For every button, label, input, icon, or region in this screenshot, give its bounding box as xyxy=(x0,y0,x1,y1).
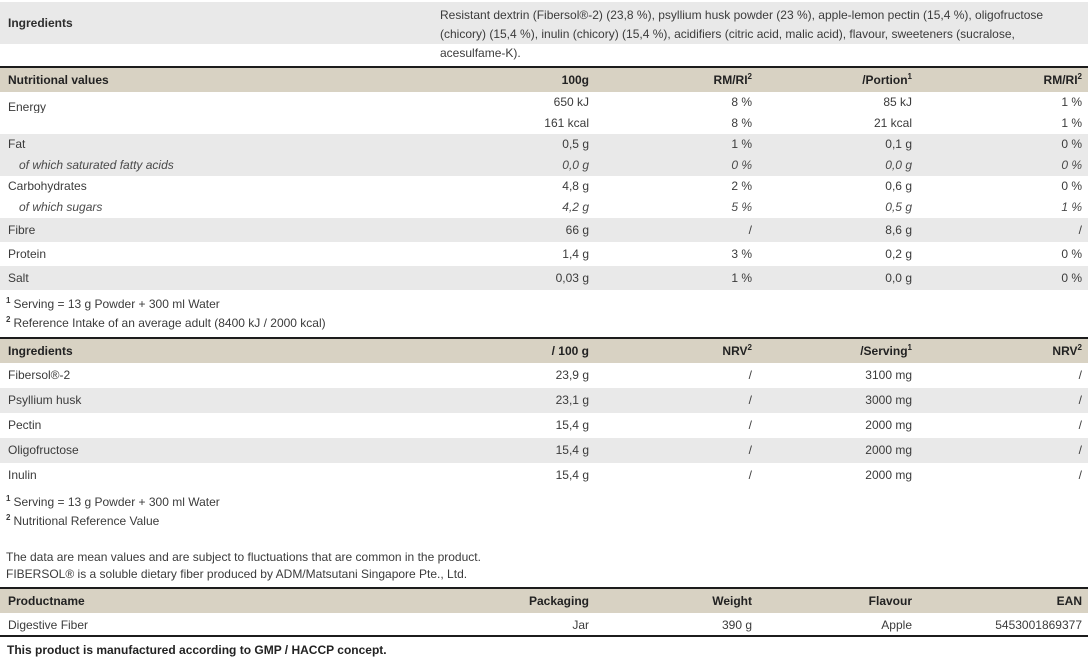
column-header-title: Ingredients xyxy=(8,344,73,358)
row-value: / xyxy=(1078,418,1082,432)
nutrition-footnotes xyxy=(0,290,1088,337)
energy-line-1 xyxy=(0,92,1088,113)
row-value: 0,1 g xyxy=(885,137,912,151)
row-value: 4,2 g xyxy=(562,200,589,214)
table-row-carbohydrates xyxy=(0,176,1088,218)
footnote: $^1$ Serving = 13 g Powder + 300 ml Water xyxy=(6,296,220,311)
row-value: 3100 mg xyxy=(865,368,912,382)
column-header-serving: /Serving$^1$ xyxy=(860,343,912,358)
product-table xyxy=(0,587,1088,637)
row-label: Psyllium husk xyxy=(8,393,82,407)
row-value: 0,0 g xyxy=(885,158,912,172)
table-row-energy xyxy=(0,92,1088,134)
row-value: / xyxy=(748,418,752,432)
footnote: $^2$ Reference Intake of an average adult (8400 kJ / 2000 kcal) xyxy=(6,315,326,330)
column-header-productname: Productname xyxy=(8,594,85,608)
row-value: 23,1 g xyxy=(555,393,589,407)
row-value: 0,0 g xyxy=(885,271,912,285)
energy-line-2 xyxy=(0,113,1088,134)
row-label: Salt xyxy=(8,271,29,285)
row-value: 0,6 g xyxy=(885,179,912,193)
row-label: Fat xyxy=(8,137,26,151)
ingredients-table xyxy=(0,337,1088,488)
table-row-fibersol xyxy=(0,363,1088,388)
row-label xyxy=(0,113,440,134)
row-value: / xyxy=(748,223,752,237)
row-label: of which saturated fatty acids xyxy=(19,158,174,172)
table-row-oligofructose xyxy=(0,438,1088,463)
row-value: 161 kcal xyxy=(544,116,589,130)
row-value: / xyxy=(1078,393,1082,407)
row-value: 3 % xyxy=(731,247,752,261)
product-flavour: Apple xyxy=(881,618,912,632)
column-header-rmri2: $RM/RI^2$ xyxy=(1043,72,1082,87)
row-value: 0 % xyxy=(1061,247,1082,261)
row-value: 2000 mg xyxy=(865,468,912,482)
saturated-fat-line xyxy=(0,155,1088,176)
product-packaging: Jar xyxy=(572,618,589,632)
row-value: 1 % xyxy=(731,137,752,151)
carbohydrates-line xyxy=(0,176,1088,197)
row-value: / xyxy=(1078,368,1082,382)
row-value: 1 % xyxy=(1061,95,1082,109)
fat-line xyxy=(0,134,1088,155)
ingredients-section xyxy=(0,2,1088,60)
general-notes xyxy=(0,535,1088,587)
row-value: 0,03 g xyxy=(555,271,589,285)
row-value: 2000 mg xyxy=(865,418,912,432)
product-table-header xyxy=(0,587,1088,613)
product-ean: 5453001869377 xyxy=(995,618,1082,632)
row-value: / xyxy=(748,368,752,382)
row-label: Protein xyxy=(8,247,47,261)
product-weight: 390 g xyxy=(721,618,752,632)
row-value: / xyxy=(1078,223,1082,237)
column-header-ean: EAN xyxy=(1056,594,1082,608)
gmp-haccp-note: This product is manufactured according to GMP / HACCP concept. xyxy=(7,643,387,657)
row-value: 66 g xyxy=(565,223,589,237)
row-label: Fibre xyxy=(8,223,36,237)
nutritional-values-table xyxy=(0,66,1088,290)
row-label: Fibersol®-2 xyxy=(8,368,71,382)
row-value: / xyxy=(748,393,752,407)
row-value: 4,8 g xyxy=(562,179,589,193)
row-value: 2 % xyxy=(731,179,752,193)
column-header-100g: 100g xyxy=(561,73,589,87)
row-value: 0,5 g xyxy=(885,200,912,214)
row-value: 15,4 g xyxy=(555,418,589,432)
row-label: Energy xyxy=(8,100,47,113)
column-header-weight: Weight xyxy=(712,594,752,608)
row-value: 2000 mg xyxy=(865,443,912,457)
row-value: 23,9 g xyxy=(555,368,589,382)
row-label: Carbohydrates xyxy=(8,179,87,193)
row-value: 15,4 g xyxy=(555,443,589,457)
row-value: 3000 mg xyxy=(865,393,912,407)
row-value: 0 % xyxy=(1061,158,1082,172)
row-value: 0,2 g xyxy=(885,247,912,261)
table-row-protein xyxy=(0,242,1088,266)
row-value: 8 % xyxy=(731,95,752,109)
row-value: 650 kJ xyxy=(553,95,589,109)
table-row-inulin xyxy=(0,463,1088,488)
ingredients-label: Ingredients xyxy=(8,16,73,30)
row-value: 0 % xyxy=(1061,271,1082,285)
table-row-salt xyxy=(0,266,1088,290)
column-header-flavour: Flavour xyxy=(868,594,912,608)
column-header-rmri: $RM/RI^2$ xyxy=(713,72,752,87)
ingredients-footnotes xyxy=(0,488,1088,535)
ingredients-table-header xyxy=(0,337,1088,363)
row-value: 1 % xyxy=(731,271,752,285)
table-row-fat xyxy=(0,134,1088,176)
column-header-nrv2: NRV$^2$ xyxy=(1052,343,1082,358)
note-mean-values: The data are mean values and are subject to fluctuations that are common in the product. xyxy=(6,550,481,564)
row-value: 0,5 g xyxy=(562,137,589,151)
table-row-product xyxy=(0,613,1088,637)
row-label: Pectin xyxy=(8,418,42,432)
row-value: 5 % xyxy=(731,200,752,214)
row-value: 85 kJ xyxy=(883,95,912,109)
row-value: 0,0 g xyxy=(562,158,589,172)
row-value: 1,4 g xyxy=(562,247,589,261)
row-label: Inulin xyxy=(8,468,37,482)
row-label: Oligofructose xyxy=(8,443,79,457)
ingredients-text: Resistant dextrin (Fibersol®-2) (23,8 %), psyllium husk powder (23 %), apple-lemon pectin (15,4 %), oligofructose (chicory) (15,4 %), inulin (chicory) (15,4 %), acidifiers (citric acid, malic acid), flavour, sweeteners (sucralose, acesulfame-K). xyxy=(440,8,1044,60)
note-fibersol: FIBERSOL® is a soluble dietary fiber produced by ADM/Matsutani Singapore Pte., Ltd. xyxy=(6,567,468,581)
row-value: / xyxy=(748,468,752,482)
row-value: 21 kcal xyxy=(873,116,912,130)
product-name: Digestive Fiber xyxy=(8,618,89,632)
row-value: 1 % xyxy=(1061,116,1082,130)
row-value: 0 % xyxy=(1061,137,1082,151)
row-value: 8,6 g xyxy=(885,223,912,237)
row-value: 1 % xyxy=(1061,200,1082,214)
row-value: / xyxy=(1078,443,1082,457)
column-header-title: Nutritional values xyxy=(8,73,109,87)
column-header-100g: / 100 g xyxy=(551,344,589,358)
row-value: 0 % xyxy=(731,158,752,172)
row-label: of which sugars xyxy=(19,200,103,214)
row-value: 0 % xyxy=(1061,179,1082,193)
table-row-pectin xyxy=(0,413,1088,438)
nutrition-table-header xyxy=(0,66,1088,92)
table-row-psyllium-husk xyxy=(0,388,1088,413)
row-value: 8 % xyxy=(731,116,752,130)
footnote: $^2$ Nutritional Reference Value xyxy=(6,513,160,528)
column-header-portion: /Portion$^1$ xyxy=(862,72,912,87)
column-header-nrv: NRV$^2$ xyxy=(722,343,752,358)
footnote: $^1$ Serving = 13 g Powder + 300 ml Water xyxy=(6,494,220,509)
row-value: 15,4 g xyxy=(555,468,589,482)
column-header-packaging: Packaging xyxy=(528,594,589,608)
row-value: / xyxy=(1078,468,1082,482)
table-row-fibre xyxy=(0,218,1088,242)
sugars-line xyxy=(0,197,1088,218)
row-value: / xyxy=(748,443,752,457)
